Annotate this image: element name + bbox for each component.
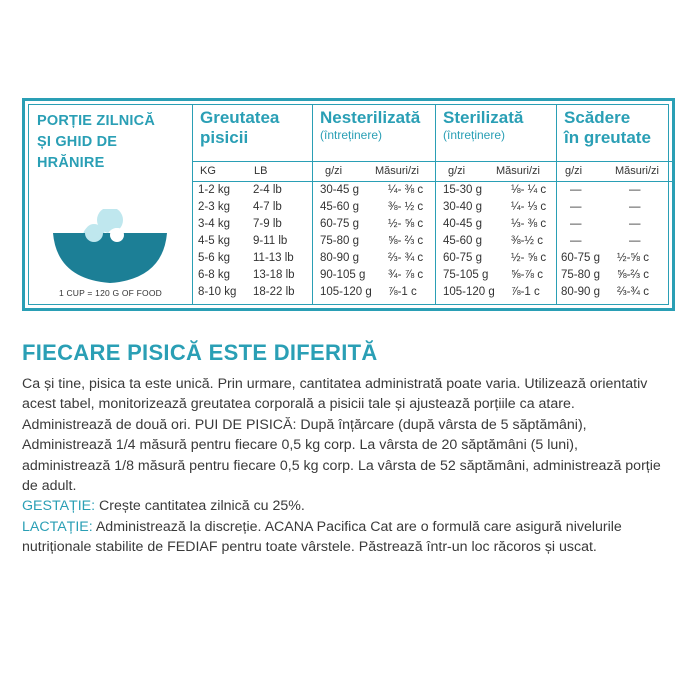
grams-cell: 90-105 g (320, 269, 366, 281)
feeding-guide-panel (22, 98, 675, 311)
grams-cell: 30-45 g (320, 184, 360, 196)
measures-cell: ⅞-1 c (388, 286, 417, 298)
grams-cell: 75-105 g (443, 269, 489, 281)
measures-cell: ⅔-¾ c (617, 286, 649, 298)
grams-cell: — (570, 201, 582, 213)
article-intro: Ca și tine, pisica ta este unică. Prin urmare, cantitatea administrată poate varia. Utilizează orientativ acest tabel, monitorizează greutatea corporală a pisicii tale și ajustează porțiile ca atare. Administrează de două ori. PUI DE PISICĂ: După înțărcare (după vârsta de 5 săptămâni), Administrează 1/4 măsură pentru fiecare 0,5 kg corp. La vârsta de 20 săptămâni (5 luni), administrează 1/8 măsură pentru fiecare 0,5 kg corp. La vârsta de 52 săptămâni, administrează porție de adult. (22, 376, 661, 495)
cup-note: 1 CUP = 120 G OF FOOD (58, 288, 162, 298)
weightloss-column (557, 105, 672, 304)
kg-cell: 8-10 kg (198, 286, 237, 298)
table-row (193, 286, 312, 303)
kg-label: KG (200, 165, 216, 177)
lb-label: LB (254, 165, 268, 177)
kg-cell: 5-6 kg (198, 252, 230, 264)
table-row (557, 218, 672, 235)
weight-subheader (193, 161, 312, 182)
measures-cell: ⅛- ¼ c (511, 184, 547, 196)
gestation-label: GESTAȚIE: (22, 498, 96, 515)
table-row (436, 201, 556, 218)
table-row (313, 235, 435, 252)
weightloss-subheader (557, 161, 672, 182)
grams-cell: 45-60 g (443, 235, 483, 247)
gestation-text: Crește cantitatea zilnică cu 25%. (95, 498, 305, 515)
measures-cell: ½-⅝ c (617, 252, 649, 264)
measures-label: Măsuri/zi (375, 165, 420, 177)
lb-cell: 18-22 lb (253, 286, 295, 298)
weightloss-header (564, 108, 651, 148)
neutered-header: Nesterilizată (320, 108, 421, 127)
table-row (193, 235, 312, 252)
measures-cell: — (629, 218, 641, 230)
grams-cell: 30-40 g (443, 201, 483, 213)
table-row (313, 252, 435, 269)
grams-label: g/zi (565, 165, 583, 177)
table-row (193, 201, 312, 218)
table-row (557, 201, 672, 218)
table-row (193, 184, 312, 201)
table-row (313, 269, 435, 286)
weightloss-rows (557, 184, 672, 303)
kg-cell: 1-2 kg (198, 184, 230, 196)
grams-cell: 15-30 g (443, 184, 483, 196)
measures-cell: — (629, 235, 641, 247)
table-row (436, 184, 556, 201)
measures-cell: ½- ⅝ c (388, 218, 424, 230)
weight-header (200, 108, 279, 148)
sterilized-subheader (436, 161, 556, 182)
measures-cell: — (629, 184, 641, 196)
measures-cell: ⅞-1 c (511, 286, 540, 298)
sterilized-subtitle: (întreținere) (443, 128, 506, 142)
neutered-subtitle: (întreținere) (320, 128, 383, 142)
table-row (557, 184, 672, 201)
lb-cell: 9-11 lb (253, 235, 288, 247)
article-heading: FIECARE PISICĂ ESTE DIFERITĂ (22, 340, 378, 365)
table-row (436, 286, 556, 303)
table-row (557, 252, 672, 269)
kg-cell: 2-3 kg (198, 201, 230, 213)
table-row (313, 218, 435, 235)
measures-cell: ¼- ⅓ c (511, 201, 547, 213)
article-body (22, 374, 662, 558)
table-row (193, 252, 312, 269)
measures-cell: ⅔- ¾ c (388, 252, 424, 264)
grams-label: g/zi (325, 165, 343, 177)
guide-title-cell (29, 105, 193, 304)
table-row (436, 218, 556, 235)
measures-label: Măsuri/zi (615, 165, 660, 177)
grams-cell: 75-80 g (320, 235, 360, 247)
measures-label: Măsuri/zi (496, 165, 541, 177)
table-row (436, 252, 556, 269)
grams-cell: 80-90 g (320, 252, 360, 264)
grams-cell: — (570, 218, 582, 230)
weight-column (193, 105, 313, 304)
measures-cell: ¼- ⅜ c (388, 184, 424, 196)
food-bowl-icon (51, 209, 169, 289)
kg-cell: 4-5 kg (198, 235, 230, 247)
grams-cell: 80-90 g (561, 286, 601, 298)
measures-cell: ⅓- ⅜ c (511, 218, 547, 230)
weight-header-line: pisicii (200, 128, 249, 147)
neutered-rows (313, 184, 435, 303)
lb-cell: 7-9 lb (253, 218, 282, 230)
grams-cell: 40-45 g (443, 218, 483, 230)
measures-cell: ¾- ⅞ c (388, 269, 424, 281)
grams-cell: 60-75 g (561, 252, 601, 264)
table-row (193, 269, 312, 286)
lactation-label: LACTAȚIE: (22, 518, 93, 535)
sterilized-rows (436, 184, 556, 303)
measures-cell: ⅜-½ c (511, 235, 543, 247)
table-row (557, 286, 672, 303)
grams-cell: — (570, 235, 582, 247)
measures-cell: ⅜- ½ c (388, 201, 424, 213)
measures-cell: — (629, 201, 641, 213)
table-row (193, 218, 312, 235)
neutered-subheader (313, 161, 435, 182)
guide-title-line: PORȚIE ZILNICĂ (37, 113, 155, 129)
grams-cell: 75-80 g (561, 269, 601, 281)
table-row (313, 201, 435, 218)
grams-label: g/zi (448, 165, 466, 177)
table-row (313, 286, 435, 303)
grams-cell: — (570, 184, 582, 196)
table-row (557, 235, 672, 252)
lb-cell: 13-18 lb (253, 269, 295, 281)
grams-cell: 60-75 g (443, 252, 483, 264)
measures-cell: ⅝- ⅔ c (388, 235, 424, 247)
sterilized-column (436, 105, 557, 304)
guide-title-line: ȘI GHID DE (37, 134, 118, 150)
table-row (436, 235, 556, 252)
table-row (313, 184, 435, 201)
table-row (557, 269, 672, 286)
sterilized-header: Sterilizată (443, 108, 524, 127)
grams-cell: 45-60 g (320, 201, 360, 213)
table-row (436, 269, 556, 286)
measures-cell: ⅝-⅞ c (511, 269, 543, 281)
measures-cell: ½- ⅝ c (511, 252, 547, 264)
lb-cell: 2-4 lb (253, 184, 282, 196)
lb-cell: 4-7 lb (253, 201, 282, 213)
lactation-text: Administrează la discreție. ACANA Pacifica Cat are o formulă care asigură nivelurile nutriționale stabilite de FEDIAF pentru toate vârstele. Păstrează într-un loc răcoros și uscat. (22, 518, 622, 556)
weight-header-line: Greutatea (200, 108, 280, 127)
feeding-article (22, 340, 662, 558)
grams-cell: 60-75 g (320, 218, 360, 230)
measures-cell: ⅝-⅔ c (617, 269, 649, 281)
weightloss-header-line: Scădere (564, 108, 631, 127)
lb-cell: 11-13 lb (253, 252, 294, 264)
weightloss-header-line: în greutate (564, 128, 651, 147)
guide-title (37, 111, 187, 174)
neutered-column (313, 105, 436, 304)
grams-cell: 105-120 g (320, 286, 372, 298)
kg-cell: 3-4 kg (198, 218, 230, 230)
guide-title-line: HRĂNIRE (37, 155, 105, 171)
feeding-guide-frame (28, 104, 669, 305)
grams-cell: 105-120 g (443, 286, 495, 298)
weight-rows (193, 184, 312, 303)
kg-cell: 6-8 kg (198, 269, 230, 281)
